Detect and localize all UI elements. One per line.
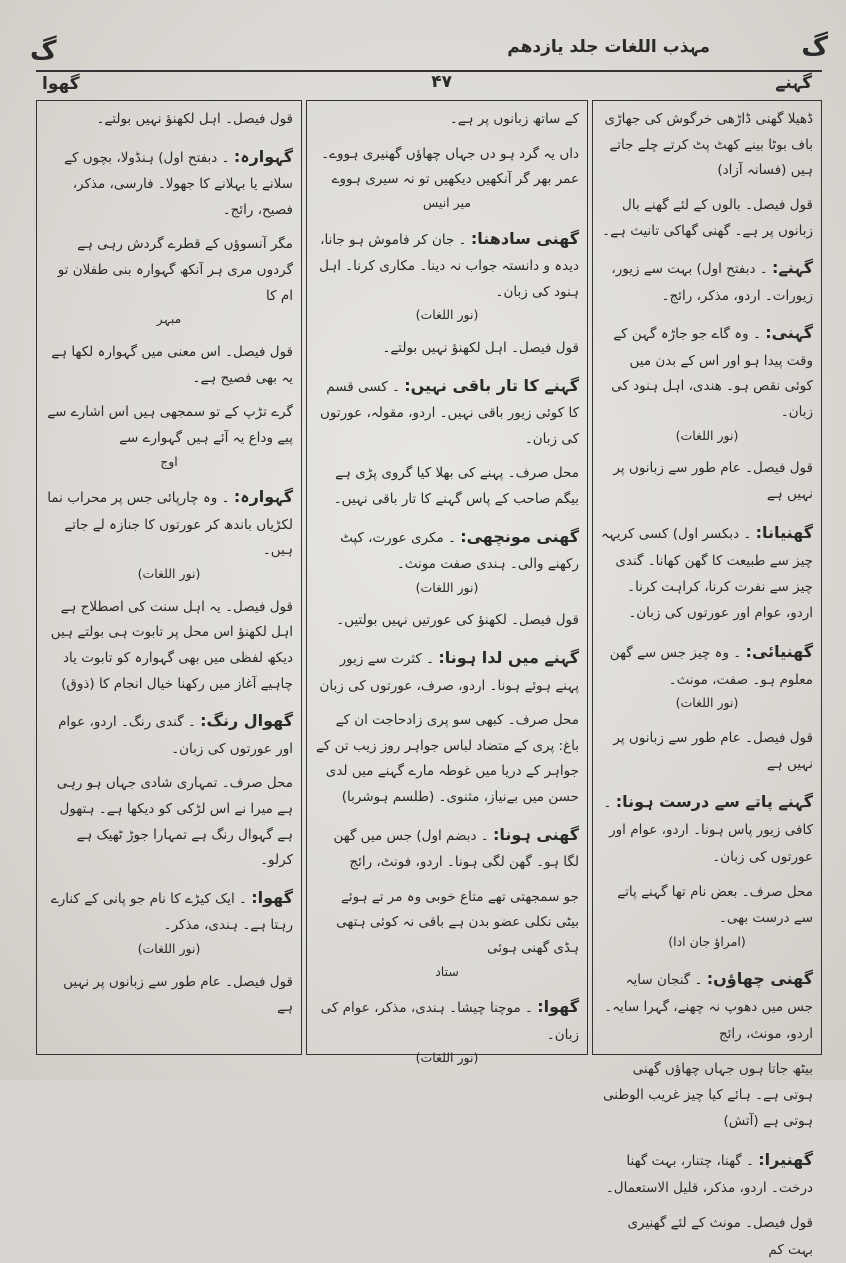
dictionary-entry [315,371,579,453]
entry-source: اوج [160,453,178,469]
guide-words-bar [36,72,822,100]
entry-text: ۔ کثرت سے زیور پہنے ہوئے ہونا۔ اردو، صرف، عورتوں کی زبان [319,651,579,694]
entry-text: قول فیصل۔ اہل لکھنؤ نہیں بولتے۔ [382,340,579,357]
entry-text: ۔ گنجان سایہ جس میں دھوپ نہ چھنے، گہرا سایہ۔ اردو، مونث، رائج [604,972,813,1042]
entry-headword: گھنی چھاؤں: [706,969,813,989]
entry-text: ۔ دبضم اول) جس میں گھن لگا ہو۔ گھن لگی ہونا۔ اردو، فونٹ، رائج [333,827,579,871]
entry-text: ۔ کافی زیور پاس ہونا۔ اردو، عوام اور عورتوں کی زبان۔ [603,795,813,865]
entry-text: کے ساتھ زبانوں پر ہے۔ [449,111,579,127]
entry-headword: گھوا: [251,887,293,907]
entry-text: ۔ موچنا چیشا۔ ہندی، مذکر، عوام کی زبان۔ [320,1000,579,1043]
entry-text: ڈھیلا گھنی ڈاڑھی خرگوش کی جھاڑی باف بوٹا بینے کھٹ پٹ کرتے چلے جاتے ہیں (فسانہ آزاد) [604,111,813,179]
entry-text: محل صرف۔ پہنے کی بھلا کیا گروی پڑی ہے بیگم صاحب کے پاس گہنے کا تار باقی نہیں۔ [333,465,579,508]
dictionary-entry [601,725,813,778]
dictionary-entry [601,963,813,1047]
entry-headword: گہنے کا تار باقی نہیں: [404,375,579,395]
entry-text: محل صرف۔ کبھی سو پری زادحاجت ان کے باغ: پری کے متضاد لباس جواہر روز زیب تن کے جواہر کے دریا میں غوطہ مارے گہنے میں لدی حسن میں بےنیاز، مثنوی۔ (طلسم ہوشربا) [315,712,579,806]
entry-source: (نور اللغات) [137,565,201,581]
entry-text: ۔ وہ چیز جس سے گھن معلوم ہو۔ صفت، مونث۔ [609,644,813,688]
dictionary-entry [601,107,813,184]
dictionary-entry [45,706,293,762]
dictionary-entry [45,595,293,698]
book-title: مہذب اللغات جلد یازدھم [507,37,710,57]
dictionary-entry [601,1210,813,1263]
dictionary-entry [45,142,293,224]
first-guide-word: گہنے [775,73,812,93]
entry-headword: گہوارہ: [233,487,293,507]
dictionary-entry [45,883,293,961]
dictionary-entry [45,340,293,391]
entry-text: قول فیصل۔ یہ اہل سنت کی اصطلاح ہے اہل لکھنؤ اس محل پر تابوت ہی بولتے ہیں دیکھ لفظی میں بھی گہوارہ کو تابوت یاد چاہیے آغاز میں رکھنا خیال انجام کا (ذوق) [50,598,293,692]
entry-text: محل صرف۔ بعض نام تھا گہنے پاتے سے درست بھی۔ [617,884,813,927]
dictionary-entry [45,107,293,133]
entry-text: قول فیصل۔ لکھنؤ کی عورتیں نہیں بولتیں۔ [336,612,579,629]
dictionary-entry [315,992,579,1070]
dictionary-entry [45,970,293,1021]
entry-text: ۔ دبکسر اول) کسی کریہہ چیز سے طبیعت کا گھن کھانا۔ گندی چیز سے نفرت کرنا، کراہت کرنا۔ اردو، عوام اور عورتوں کی زبان۔ [601,525,813,622]
entry-text: ۔ گندی رنگ۔ اردو، عوام اور عورتوں کی زبان۔ [58,714,293,757]
entry-source: (نور اللغات) [415,1050,479,1066]
dictionary-entry [601,1056,813,1135]
page-header [30,32,828,70]
entry-text: قول فیصل۔ اہل لکھنؤ نہیں بولتے۔ [96,111,293,127]
dictionary-entry [315,820,579,876]
dictionary-entry [601,318,813,447]
entry-source: (امراؤ جان ادا) [668,933,746,949]
entry-headword: گہوارہ: [233,146,293,166]
column-left [36,100,302,1055]
dictionary-entry [315,224,579,327]
dictionary-entry [315,336,579,362]
dictionary-entry [315,608,579,634]
dictionary-entry [601,253,813,309]
entry-headword: گہنے: [772,258,813,278]
dictionary-entry [601,636,813,716]
entry-text: محل صرف۔ تمہاری شادی جہاں ہو رہی ہے میرا نے اس لڑکی کو دیکھا ہے۔ ہتھول ہے گہوال رنگ ہے تمہارا جوڑ ٹھیک ہے کرلو۔ [56,775,293,869]
dictionary-entry [315,461,579,512]
entry-text: جو سمجھتی تھے متاع خوبی وہ مر تے ہوئے بیٹی نکلی عضو بدن ہے باقی نہ کوئی ہتھی ہڈی گھنی ہوئی [336,888,579,957]
entry-headword: گھوا: [537,997,579,1017]
entry-text: قول فیصل۔ عام طور سے زبانوں پر نہیں ہے [63,973,293,1016]
page-number: ۴۷ [431,72,452,92]
entry-text: ۔ گھنا، چتنار، بہت گھنا درخت۔ اردو، مذکر، قلیل الاستعمال۔ [605,1152,813,1196]
entry-headword: گھنیانا: [755,522,813,542]
last-guide-word: گھوا [42,74,80,94]
column-middle [306,100,588,1066]
entry-text: قول فیصل۔ عام طور سے زبانوں پر نہیں ہے [613,729,813,772]
corner-letter-left: گ [30,36,57,66]
entry-source: (نور اللغات) [415,307,479,323]
entry-text: ۔ ایک کیڑے کا نام جو پانی کے کنارے رہتا ہے۔ ہندی، مذکر۔ [50,890,293,934]
dictionary-entry [601,517,813,627]
dictionary-entry [315,522,579,600]
dictionary-entry [315,885,579,984]
entry-text: ۔ وہ گاے جو جاڑہ گہن کے وقت پیدا ہو اور اس کے بدن میں کوئی نقص ہو۔ ھندی، اہل ہنود کی زبان۔ [611,326,813,420]
dictionary-entry [45,400,293,473]
entry-text: ۔ جان کر فاموش ہو جانا، دیدہ و دانستہ جواب نہ دینا۔ مکاری کرنا۔ اہل ہنود کی زبان۔ [319,231,579,300]
entry-source: (نور اللغات) [415,579,479,595]
entry-headword: گھنیائی: [745,641,813,661]
dictionary-entry [45,232,293,331]
entry-source: (نور اللغات) [675,427,739,443]
entry-text: بیٹھ جاتا ہوں جہاں چھاؤں گھنی ہوتی ہے۔ ہائے کیا چیز غریب الوطنی ہوتی ہے (آتش) [603,1060,813,1130]
entry-source: ستاد [435,963,459,979]
entry-text: گرے تڑپ کے تو سمجھی ہیں اس اشارے سے پیے وداع یہ آئے ہیں گہوارے سے [47,404,293,446]
entry-headword: گہنے میں لدا ہونا: [438,648,579,668]
entry-text: قول فیصل۔ بالوں کے لئے گھنے بال زبانوں پر ہے۔ گھنی گھاکی تانیث ہے۔ [602,196,813,239]
dictionary-entry [601,879,813,954]
entry-text: ۔ کسی قسم کا کوئی زیور باقی نہیں۔ اردو، مقولہ، عورتوں کی زبان۔ [319,378,579,447]
entry-text: قول فیصل۔ مونث کے لئے گھنیری بہت کم [627,1215,813,1258]
entry-headword: گھوال رنگ: [200,711,293,731]
entry-source: (نور اللغات) [675,695,739,711]
entry-text: ۔ دبفتح اول) بہت سے زیور، زیورات۔ اردو، مذکر، رائج۔ [611,261,813,304]
dictionary-entry [315,107,579,133]
entry-headword: گہنی: [765,323,813,343]
dictionary-entry [601,1144,813,1202]
entry-text: قول فیصل۔ اس معنی میں گہوارہ لکھا ہے یہ بھی فصیح ہے۔ [51,343,293,386]
entry-headword: گھنی سادھنا: [470,228,579,248]
entry-text: ۔ وہ چارپائی جس پر محراب نما لکڑیاں باندھ کر عورتوں کا جنازہ لے جاتے ہیں۔ [47,490,293,559]
entry-text: قول فیصل۔ عام طور سے زبانوں پر نہیں ہے [613,460,813,502]
entry-source: (نور اللغات) [137,940,201,956]
dictionary-entry [45,771,293,874]
dictionary-entry [601,786,813,870]
dictionary-entry [315,708,579,811]
entry-source: مبہر [156,311,182,327]
dictionary-entry [601,456,813,507]
column-right [592,100,822,1258]
dictionary-entry [45,482,293,585]
entry-text: داں یہ گرد ہو دں جہاں چھاؤں گھنیری ہووے۔ عمر بھر گر آنکھیں دیکھیں تو نہ سیری ہووے [321,145,579,188]
entry-headword: گھنیرا: [758,1149,813,1169]
corner-letter-right: گ [801,32,828,62]
entry-headword: گہنے پاتے سے درست ہونا: [615,792,813,812]
entry-headword: گھنی مونچھی: [460,526,579,546]
dictionary-entry [315,142,579,215]
entry-source: میر انیس [423,194,471,210]
dictionary-entry [315,643,579,699]
dictionary-entry [601,193,813,244]
entry-text: مگر آنسوؤں کے قطرے گردش رہی ہے گردوں مری ہر آنکھ گہوارہ بنی طفلان تو ام کا [57,236,293,304]
entry-text: ۔ مکری عورت، کپٹ رکھنے والی۔ ہندی صفت مونث۔ [340,529,579,573]
entry-headword: گھنی ہونا: [493,824,579,844]
entry-text: ۔ دبفتح اول) ہنڈولا، بچوں کے سلانے یا بہلانے کا جھولا۔ فارسی، مذکر، فصیح، رائج۔ [64,149,293,218]
